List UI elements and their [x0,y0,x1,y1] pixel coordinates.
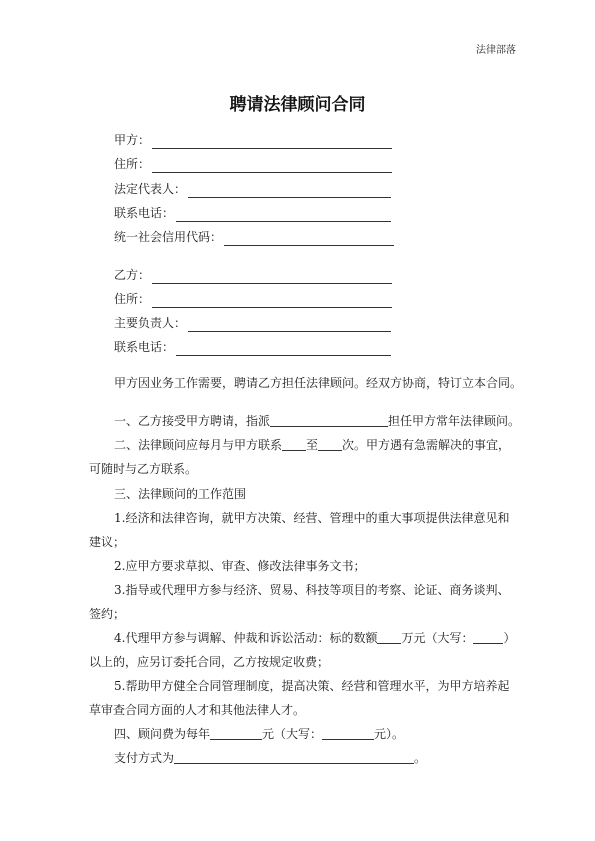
clause-2-post: 次。甲方遇有急需解决的事宜， [342,438,511,452]
clause-3-item-4-mid: 万元（大写： [401,631,474,645]
party-b-phone-field[interactable] [114,338,391,356]
party-a-credit-code-blank[interactable] [224,232,394,246]
party-b-address-blank[interactable] [152,294,392,308]
party-b-principal-label: 主要负责人： [114,316,187,330]
party-a-legal-rep-blank[interactable] [188,184,391,198]
clause-2 [114,433,509,457]
party-a-credit-code-field[interactable] [114,228,394,246]
clause-3-item-1: 1.经济和法律咨询，就甲方决策、经营、管理中的重大事项提供法律意见和 [114,511,510,525]
clause-2-pre: 二、法律顾问应每月与甲方联系 [114,438,283,452]
clause-4-fee-uppercase-blank[interactable] [322,726,374,740]
clause-4 [114,722,509,746]
party-b-principal-blank[interactable] [188,318,391,332]
party-b-phone-blank[interactable] [176,342,391,356]
clause-4-pre: 四、顾问费为每年 [114,727,211,741]
clause-3-item-4-uppercase-blank[interactable] [473,630,503,644]
clause-3-item-4-pre: 4.代理甲方参与调解、仲裁和诉讼活动：标的数额 [114,631,378,645]
payment-method-pre: 支付方式为 [114,751,175,765]
clause-4-fee-blank[interactable] [210,726,262,740]
clause-3-item-5-continued: 草审查合同方面的人才和其他法律人才。 [89,703,306,717]
clause-3-title: 三、法律顾问的工作范围 [114,487,247,501]
clause-2-mid: 至 [306,438,319,452]
clause-3-item-4-amount-blank[interactable] [377,630,401,644]
header-brand: 法律部落 [476,45,516,56]
clause-3-item-2: 2.应甲方要求草拟、审查、修改法律事务文书； [114,559,366,573]
party-a-address-field[interactable] [114,155,392,173]
party-a-address-blank[interactable] [152,159,392,173]
clause-2-min-blank[interactable] [282,437,306,451]
party-b-address-field[interactable] [114,290,392,308]
payment-method-blank[interactable] [174,750,414,764]
party-a-phone-blank[interactable] [176,208,391,222]
party-a-credit-code-label: 统一社会信用代码： [114,230,223,244]
clause-3-item-3: 3.指导或代理甲方参与经济、贸易、科技等项目的考察、论证、商务谈判、 [114,583,510,597]
party-a-address-label: 住所： [114,157,151,171]
party-a-legal-rep-field[interactable] [114,180,391,198]
party-a-name-label: 甲方： [114,133,151,147]
party-a-phone-field[interactable] [114,204,391,222]
party-b-name-label: 乙方： [114,268,151,282]
clause-2-max-blank[interactable] [318,437,342,451]
party-b-name-blank[interactable] [152,270,392,284]
clause-3-item-1-continued: 建议； [89,535,126,549]
clause-3-item-4 [114,626,516,650]
clause-4-post: 元）。 [374,727,405,741]
document-title: 聘请法律顾问合同 [229,95,366,115]
clause-3-item-3-continued: 签约； [89,607,126,621]
clause-1-post: 担任甲方常年法律顾问。 [388,414,521,428]
clause-4-mid: 元（大写： [262,727,323,741]
payment-method-post: 。 [414,751,427,765]
party-b-principal-field[interactable] [114,314,391,332]
clause-1-lawyer-blank[interactable] [270,413,388,427]
party-a-name-field[interactable] [114,131,392,149]
clause-1-pre: 一、乙方接受甲方聘请，指派 [114,414,271,428]
clause-3-item-5: 5.帮助甲方健全合同管理制度，提高决策、经营和管理水平，为甲方培养起 [114,679,510,693]
party-b-address-label: 住所： [114,292,151,306]
party-a-legal-rep-label: 法定代表人： [114,182,187,196]
clause-1 [114,409,521,433]
payment-method [114,746,509,770]
party-a-name-blank[interactable] [152,135,392,149]
clause-2-continued: 可随时与乙方联系。 [89,462,198,476]
intro-paragraph: 甲方因业务工作需要，聘请乙方担任法律顾问。经双方协商，特订立本合同。 [114,376,523,390]
party-b-name-field[interactable] [114,266,392,284]
clause-3-item-4-continued: 以上的，应另订委托合同，乙方按规定收费； [89,655,330,669]
clause-3-item-4-post: ） [503,631,516,645]
party-b-phone-label: 联系电话： [114,340,175,354]
party-a-phone-label: 联系电话： [114,206,175,220]
